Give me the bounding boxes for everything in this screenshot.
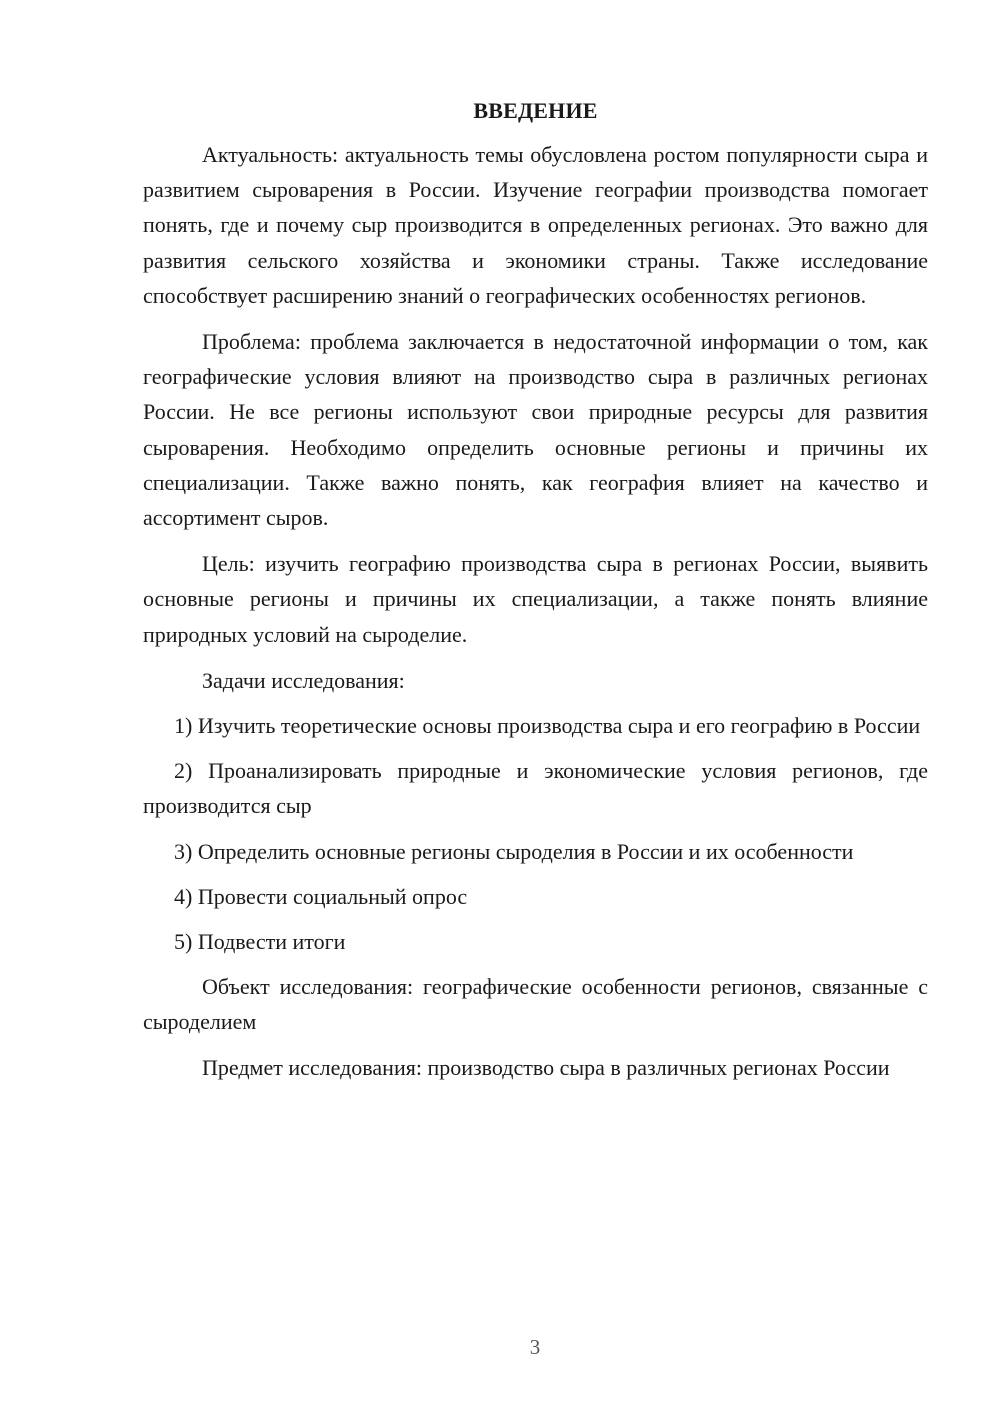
task-item: 4) Провести социальный опрос: [174, 883, 468, 909]
task-item: 1) Изучить теоретические основы производства сыра и его географию в России: [174, 713, 921, 739]
page-content: [143, 97, 928, 1085]
task-item: 3) Определить основные регионы сыроделия в России и их особенности: [174, 838, 854, 864]
goal-paragraph: Цель: изучить географию производства сыра в регионах России, выявить основные регионы и причины их специализации, а также понять влияние природных условий на сыроделие.: [143, 551, 928, 647]
page-number: 3: [529, 1335, 541, 1359]
tasks-title: Задачи исследования:: [202, 667, 405, 693]
section-heading: ВВЕДЕНИЕ: [473, 98, 598, 123]
relevance-paragraph: Актуальность: актуальность темы обусловлена ростом популярности сыра и развитием сыроварения в России. Изучение географии производства помогает понять, где и почему сыр производится в определенных регионах. Это важно для развития сельского хозяйства и экономики страны. Также исследование способствует расширению знаний о географических особенностях регионов.: [143, 142, 928, 308]
subject-paragraph: Предмет исследования: производство сыра в различных регионах России: [202, 1054, 890, 1080]
task-item: 2) Проанализировать природные и экономические условия регионов, где производится сыр: [143, 758, 928, 819]
problem-paragraph: Проблема: проблема заключается в недостаточной информации о том, как географические условия влияют на производство сыра в различных регионах России. Не все регионы используют свои природные ресурсы для развития сыроварения. Необходимо определить основные регионы и причины их специализации. Также важно понять, как география влияет на качество и ассортимент сыров.: [143, 329, 928, 531]
task-item: 5) Подвести итоги: [174, 929, 346, 955]
object-paragraph: Объект исследования: географические особенности регионов, связанные с сыроделием: [143, 974, 928, 1035]
